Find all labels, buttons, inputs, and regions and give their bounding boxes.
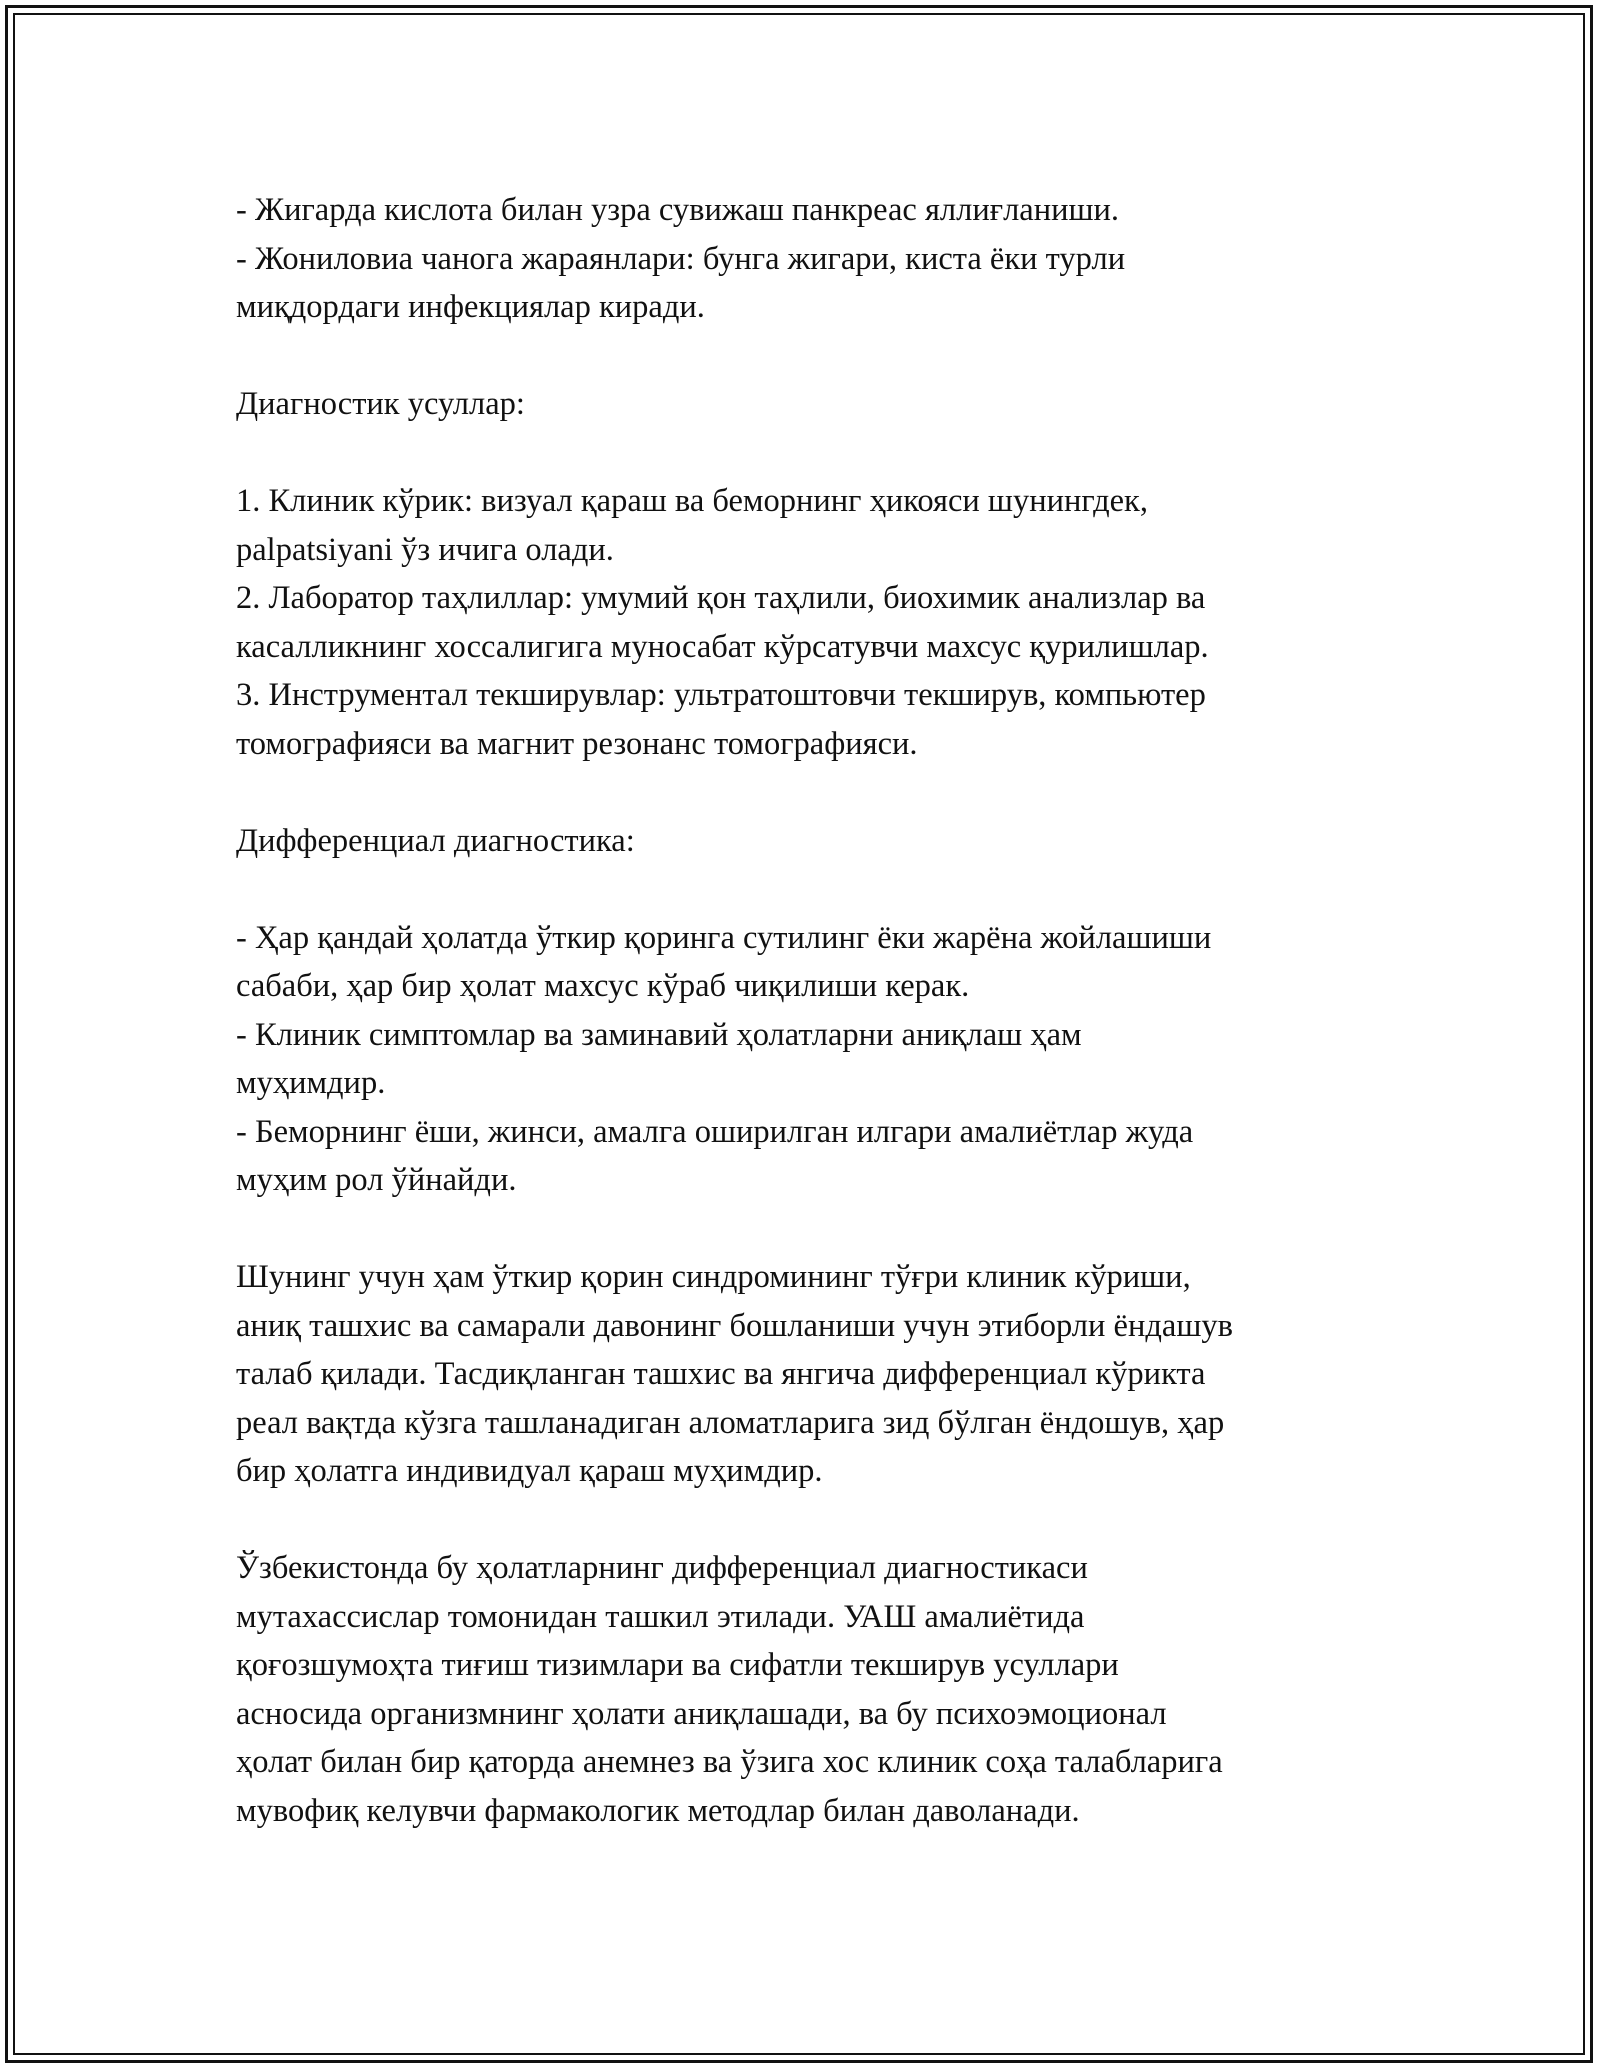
paragraph-line: талаб қилади. Тасдиқланган ташхис ва янгича дифференциал кўрикта [236,1356,1206,1392]
differential-line: муҳим рол ўйнайди. [236,1162,517,1198]
diagnostic-methods-list [236,477,1386,768]
paragraph-line: ҳолат билан бир қаторда анемнез ва ўзига хос клиник соҳа талабларига [236,1744,1223,1780]
paragraph-line: мутахассислар томонидан ташкил этилади. УАШ амалиётида [236,1598,1085,1635]
differential-heading: Дифференциал диагностика: [236,822,635,859]
conclusion-paragraph-2 [236,1544,1386,1835]
diagnostic-method-line: касалликнинг хоссалигига муносабат кўрсатувчи махсус қурилишлар. [236,628,1209,665]
intro-line: - Жигарда кислота билан узра сувижаш панкреас яллиғланиши. [236,192,1120,228]
conclusion-paragraph-1 [236,1253,1386,1496]
intro-line: миқдордаги инфекциялар киради. [236,289,705,325]
diagnostic-method-line: 2. Лаборатор таҳлиллар: умумий қон таҳлили, биохимик анализлар ва [236,580,1206,616]
differential-line: муҳимдир. [236,1065,386,1101]
paragraph-line: аниқ ташхис ва самарали давонинг бошланиши учун этиборли ёндашув [236,1307,1233,1344]
paragraph-line: реал вақтда кўзга ташланадиган аломатларига зид бўлган ёндошув, ҳар [236,1404,1225,1441]
document-body [236,186,1386,1835]
diagnostic-method-line: 3. Инструментал текширувлар: ультратоштовчи текширув, компьютер [236,677,1206,713]
paragraph-line: мувофиқ келувчи фармакологик методлар билан даволанади. [236,1792,1080,1829]
paragraph-line: қоғозшумоҳта тиғиш тизимлари ва сифатли текширув усуллари [236,1647,1119,1683]
differential-line: - Беморнинг ёши, жинси, амалга оширилган илгари амалиётлар жуда [236,1113,1194,1150]
intro-list [236,186,1386,332]
paragraph-gap [236,865,1386,914]
differential-line: - Ҳар қандай ҳолатда ўткир қоринга сутилинг ёки жарёна жойлашиши [236,919,1212,956]
paragraph-line: асносида организмнинг ҳолати аниқлашади, ва бу психоэмоционал [236,1695,1167,1732]
paragraph-line: Ўзбекистонда бу ҳолатларнинг дифференциал диагностикаси [236,1550,1088,1586]
diagnostic-method-line: 1. Клиник кўрик: визуал қараш ва беморнинг ҳикояси шунингдек, [236,483,1148,519]
diagnostic-methods-heading: Диагностик усуллар: [236,386,525,422]
differential-line: - Клиник симптомлар ва заминавий ҳолатларни аниқлаш ҳам [236,1016,1082,1053]
paragraph-line: Шунинг учун ҳам ўткир қорин синдромининг тўғри клиник кўриши, [236,1259,1191,1295]
paragraph-gap [236,332,1386,381]
paragraph-gap [236,1205,1386,1254]
paragraph-gap [236,768,1386,817]
intro-line: - Жониловиа чанога жараянлари: бунга жигари, киста ёки турли [236,240,1126,277]
differential-line: сабаби, ҳар бир ҳолат махсус кўраб чиқилиши керак. [236,968,970,1004]
paragraph-line: бир ҳолатга индивидуал қараш муҳимдир. [236,1453,823,1489]
diagnostic-method-line: palpatsiyani ўз ичига олади. [236,531,614,568]
paragraph-gap [236,1496,1386,1545]
paragraph-gap [236,429,1386,478]
differential-list [236,914,1386,1205]
diagnostic-method-line: томографияси ва магнит резонанс томографияси. [236,725,918,762]
